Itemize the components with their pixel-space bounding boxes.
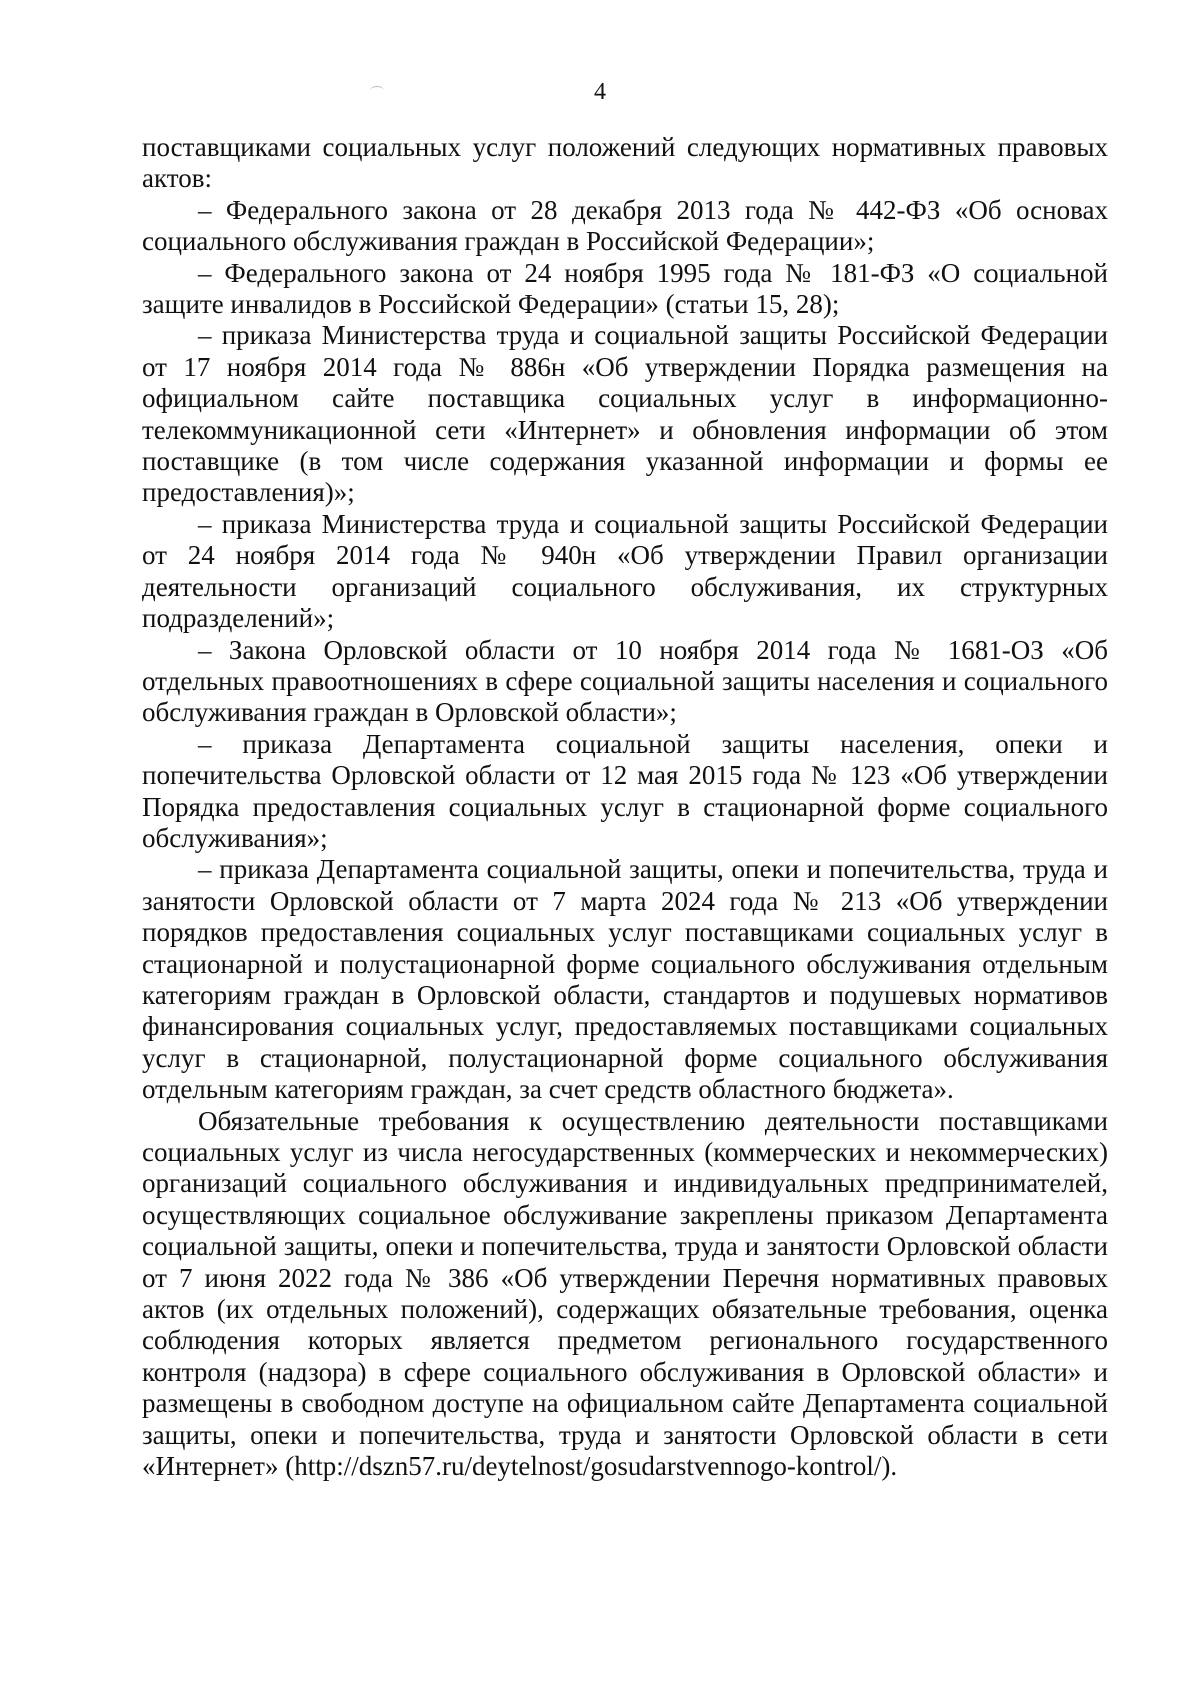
paragraph-order-213: – приказа Департамента социальной защиты, опеки и попечительства, труда и занятости Орловской области от 7 марта 2024 года № 213 «Об утверждении порядков предоставления социальных услуг поставщиками социальных услуг в стационарной и полустационарной форме социального обслуживания отдельным категориям граждан в Орловской области, стандартов и подушевых нормативов финансирования социальных услуг, предоставляемых поставщиками социальных услуг в стационарной, полустационарной форме социального обслуживания отдельным категориям граждан, за счет средств областного бюджета». [142,854,1108,1105]
paragraph-order-886n: – приказа Министерства труда и социальной защиты Российской Федерации от 17 ноября 2014 года № 886н «Об утверждении Порядка размещения на официальном сайте поставщика социальных услуг в информационно-телекоммуникационной сети «Интернет» и обновления информации об этом поставщике (в том числе содержания указанной информации и формы ее предоставления)»; [142,320,1108,508]
paragraph-intro: поставщиками социальных услуг положений следующих нормативных правовых актов: [142,132,1108,194]
paragraph-federal-law-442: – Федерального закона от 28 декабря 2013 года № 442-ФЗ «Об основах социального обслуживания граждан в Российской Федерации»; [142,194,1108,257]
paragraph-federal-law-181: – Федерального закона от 24 ноября 1995 года № 181-ФЗ «О социальной защите инвалидов в Российской Федерации» (статьи 15, 28); [142,257,1108,320]
paragraph-order-123: – приказа Департамента социальной защиты населения, опеки и попечительства Орловской области от 12 мая 2015 года № 123 «Об утверждении Порядка предоставления социальных услуг в стационарной форме социального обслуживания»; [142,728,1108,853]
document-body [142,132,1108,1482]
paragraph-mandatory-requirements: Обязательные требования к осуществлению деятельности поставщиками социальных услуг из числа негосударственных (коммерческих и некоммерческих) организаций социального обслуживания и индивидуальных предпринимателей, осуществляющих социальное обслуживание закреплены приказом Департамента социальной защиты, опеки и попечительства, труда и занятости Орловской области от 7 июня 2022 года № 386 «Об утверждении Перечня нормативных правовых актов (их отдельных положений), содержащих обязательные требования, оценка соблюдения которых является предметом регионального государственного контроля (надзора) в сфере социального обслуживания в Орловской области» и размещены в свободном доступе на официальном сайте Департамента социальной защиты, опеки и попечительства, труда и занятости Орловской области в сети «Интернет» (http://dszn57.ru/deytelnost/gosudarstvennogo-kontrol/). [142,1105,1108,1482]
page-number: 4 [594,79,606,105]
paragraph-law-1681-oz: – Закона Орловской области от 10 ноября 2014 года № 1681-ОЗ «Об отдельных правоотношениях в сфере социальной защиты населения и социального обслуживания граждан в Орловской области»; [142,634,1108,728]
paragraph-order-940n: – приказа Министерства труда и социальной защиты Российской Федерации от 24 ноября 2014 года № 940н «Об утверждении Правил организации деятельности организаций социального обслуживания, их структурных подразделений»; [142,508,1108,634]
